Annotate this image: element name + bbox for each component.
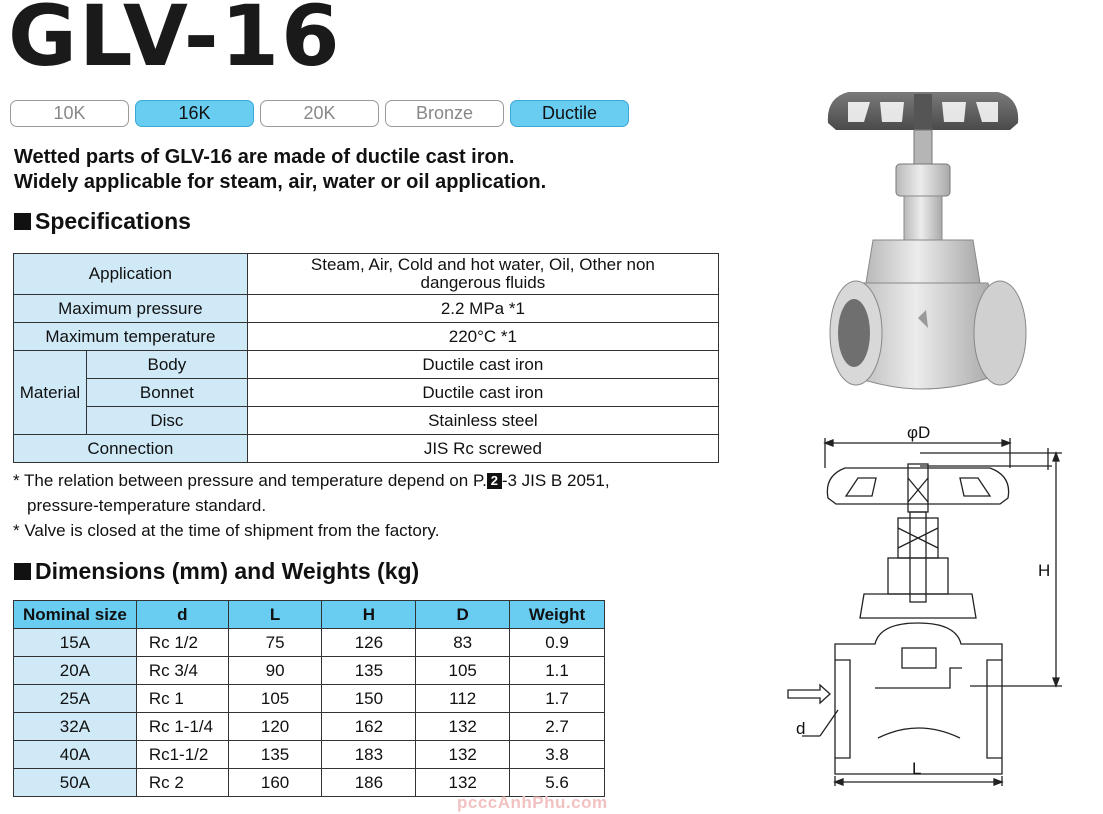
spec-row-max-pressure [14, 295, 719, 323]
h-cell: 162 [322, 713, 416, 741]
d-cell: Rc 3/4 [136, 657, 228, 685]
footnote-1-text-a: * The relation between pressure and temperature depend on P. [13, 471, 487, 490]
big-d-cell: 132 [416, 713, 510, 741]
big-d-cell: 132 [416, 769, 510, 797]
dimensions-heading [14, 558, 419, 585]
application-label: Application [14, 254, 248, 295]
tab-ductile[interactable]: Ductile [510, 100, 629, 127]
weight-cell: 1.7 [510, 685, 605, 713]
col-header-big-d: D [416, 601, 510, 629]
specifications-heading-text: Specifications [35, 208, 191, 234]
h-label: H [1038, 561, 1051, 580]
body-value: Ductile cast iron [247, 351, 718, 379]
dimensions-table [13, 600, 605, 797]
square-bullet-icon [14, 213, 31, 230]
watermark-text: pcccAnhPhu.com [457, 793, 608, 812]
weight-cell: 2.7 [510, 713, 605, 741]
col-header-nominal-size: Nominal size [14, 601, 137, 629]
d-cell: Rc 1 [136, 685, 228, 713]
weight-cell: 0.9 [510, 629, 605, 657]
l-label: L [912, 759, 922, 778]
d-cell: Rc 2 [136, 769, 228, 797]
footnote-1-continued: pressure-temperature standard. [27, 496, 267, 515]
dimensions-header-row [14, 601, 605, 629]
d-cell: Rc 1-1/4 [136, 713, 228, 741]
nominal-size-cell: 20A [14, 657, 137, 685]
d-label: d [796, 719, 806, 738]
table-row [14, 657, 605, 685]
valve-photo-image [818, 78, 1028, 400]
spec-row-bonnet [14, 379, 719, 407]
nominal-size-cell: 15A [14, 629, 137, 657]
body-label: Body [86, 351, 247, 379]
h-cell: 126 [322, 629, 416, 657]
d-cell: Rc1-1/2 [136, 741, 228, 769]
l-cell: 75 [228, 629, 322, 657]
specifications-table [13, 253, 719, 463]
weight-cell: 3.8 [510, 741, 605, 769]
application-value-line-1: Steam, Air, Cold and hot water, Oil, Other non [310, 255, 655, 274]
l-cell: 135 [228, 741, 322, 769]
intro-line-2: Widely applicable for steam, air, water or oil application. [14, 171, 547, 193]
table-row [14, 685, 605, 713]
intro-text [14, 145, 546, 195]
footnote-1-text-b: -3 JIS B 2051, [501, 471, 610, 490]
spec-row-application [14, 254, 719, 295]
h-cell: 135 [322, 657, 416, 685]
h-cell: 186 [322, 769, 416, 797]
material-label: Material [14, 351, 87, 435]
big-d-cell: 132 [416, 741, 510, 769]
dimensions-heading-text: Dimensions (mm) and Weights (kg) [35, 558, 420, 584]
max-temperature-label: Maximum temperature [14, 323, 248, 351]
col-header-l: L [228, 601, 322, 629]
phi-d-label: φD [907, 423, 931, 442]
table-row [14, 629, 605, 657]
tab-10k[interactable]: 10K [10, 100, 129, 127]
connection-label: Connection [14, 435, 248, 463]
col-header-h: H [322, 601, 416, 629]
application-value-line-2: dangerous fluids [420, 273, 546, 292]
d-cell: Rc 1/2 [136, 629, 228, 657]
application-value [247, 254, 718, 295]
table-row [14, 713, 605, 741]
max-temperature-value: 220°C *1 [247, 323, 718, 351]
col-header-weight: Weight [510, 601, 605, 629]
max-pressure-value: 2.2 MPa *1 [247, 295, 718, 323]
tab-bronze[interactable]: Bronze [385, 100, 504, 127]
l-cell: 105 [228, 685, 322, 713]
col-header-d: d [136, 601, 228, 629]
tab-16k[interactable]: 16K [135, 100, 254, 127]
weight-cell: 1.1 [510, 657, 605, 685]
footnote-1 [13, 468, 610, 493]
big-d-cell: 112 [416, 685, 510, 713]
intro-line-1: Wetted parts of GLV-16 are made of ductile cast iron. [14, 146, 515, 168]
nominal-size-cell: 40A [14, 741, 137, 769]
valve-dimension-drawing [780, 418, 1080, 790]
footnotes [13, 468, 610, 543]
bonnet-value: Ductile cast iron [247, 379, 718, 407]
h-cell: 150 [322, 685, 416, 713]
spec-row-body [14, 351, 719, 379]
spec-row-connection [14, 435, 719, 463]
square-bullet-icon [14, 563, 31, 580]
big-d-cell: 83 [416, 629, 510, 657]
disc-value: Stainless steel [247, 407, 718, 435]
page-title: GLV-16 [8, 0, 342, 85]
nominal-size-cell: 50A [14, 769, 137, 797]
nominal-size-cell: 32A [14, 713, 137, 741]
l-cell: 120 [228, 713, 322, 741]
big-d-cell: 105 [416, 657, 510, 685]
footnote-2: * Valve is closed at the time of shipment from the factory. [13, 521, 440, 540]
l-cell: 90 [228, 657, 322, 685]
h-cell: 183 [322, 741, 416, 769]
l-cell: 160 [228, 769, 322, 797]
connection-value: JIS Rc screwed [247, 435, 718, 463]
variant-tabs [10, 100, 629, 127]
weight-cell: 5.6 [510, 769, 605, 797]
spec-row-max-temperature [14, 323, 719, 351]
disc-label: Disc [86, 407, 247, 435]
spec-row-disc [14, 407, 719, 435]
max-pressure-label: Maximum pressure [14, 295, 248, 323]
page-ref-badge: 2 [487, 473, 502, 489]
bonnet-label: Bonnet [86, 379, 247, 407]
specifications-heading [14, 208, 191, 235]
tab-20k[interactable]: 20K [260, 100, 379, 127]
table-row [14, 741, 605, 769]
nominal-size-cell: 25A [14, 685, 137, 713]
